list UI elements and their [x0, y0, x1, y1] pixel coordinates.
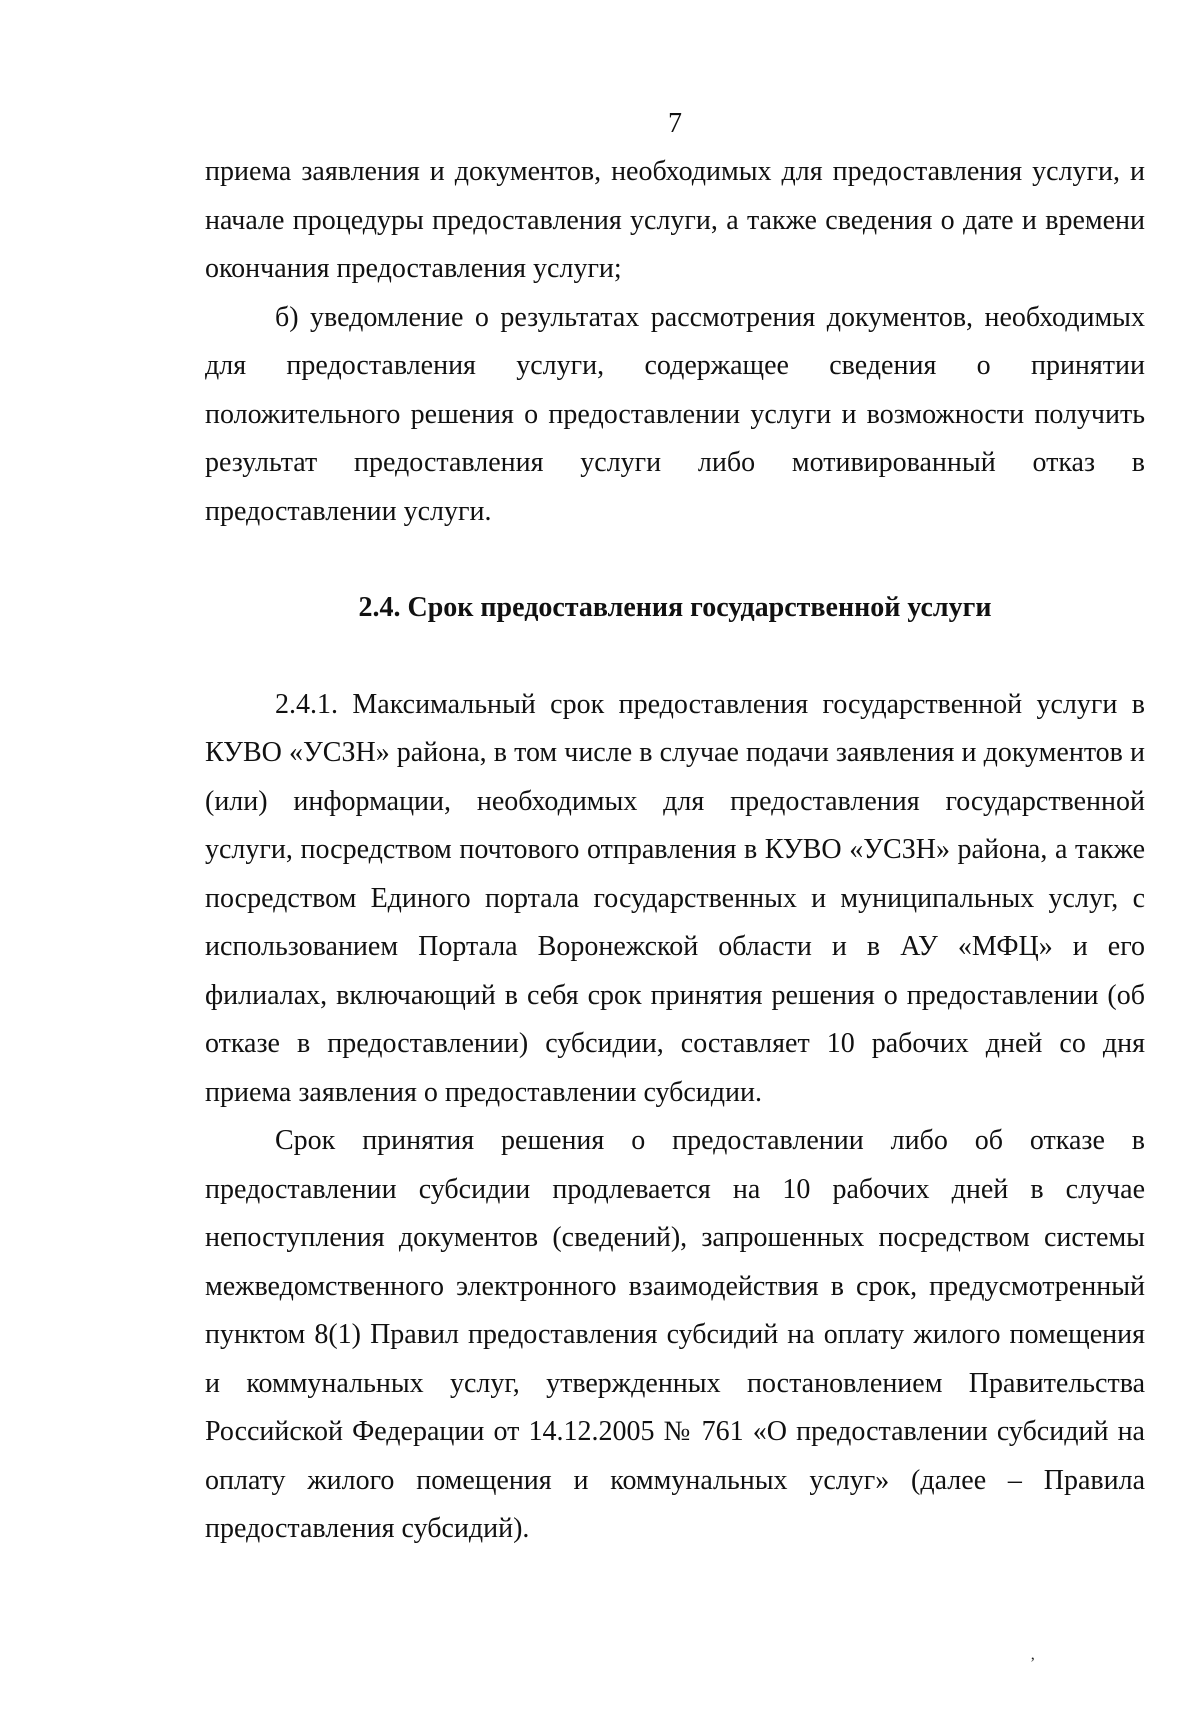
paragraph-extension: Срок принятия решения о предоставлении либо об отказе в предоставлении субсидии продлевается на 10 рабочих дней в случае непоступления документов (сведений), запрошенных посредством системы межведомственного электронного взаимодействия в срок, предусмотренный пунктом 8(1) Правил предоставления субсидий на оплату жилого помещения и коммунальных услуг, утвержденных постановлением Правительства Российской Федерации от 14.12.2005 № 761 «О предоставлении субсидий на оплату жилого помещения и коммунальных услуг» (далее – Правила предоставления субсидий).	[205, 1125, 1145, 1544]
paragraph-max-term: 2.4.1. Максимальный срок предоставления государственной услуги в КУВО «УСЗН» района, в том числе в случае подачи заявления и документов и (или) информации, необходимых для предоставления государственной услуги, посредством почтового отправления в КУВО «УСЗН» района, а также посредством Единого портала государственных и муниципальных услуг, с использованием Портала Воронежской области и в АУ «МФЦ» и его филиалах, включающий в себя срок принятия решения о предоставлении (об отказе в предоставлении) субсидии, составляет 10 рабочих дней со дня приема заявления о предоставлении субсидии.	[205, 688, 1145, 1108]
scan-speck: ʼ	[1030, 1655, 1036, 1672]
page-number: 7	[668, 108, 682, 139]
section-heading: 2.4. Срок предоставления государственной услуги	[358, 592, 992, 623]
paragraph-intro-continuation: приема заявления и документов, необходимых для предоставления услуги, и начале процедуры предоставления услуги, а также сведения о дате и времени окончания предоставления услуги;	[205, 156, 1145, 284]
document-page	[205, 100, 1145, 1554]
paragraph-notification: б) уведомление о результатах рассмотрения документов, необходимых для предоставления услуги, содержащее сведения о принятии положительного решения о предоставлении услуги и возможности получить результат предоставления услуги либо мотивированный отказ в предоставлении услуги.	[205, 301, 1145, 527]
